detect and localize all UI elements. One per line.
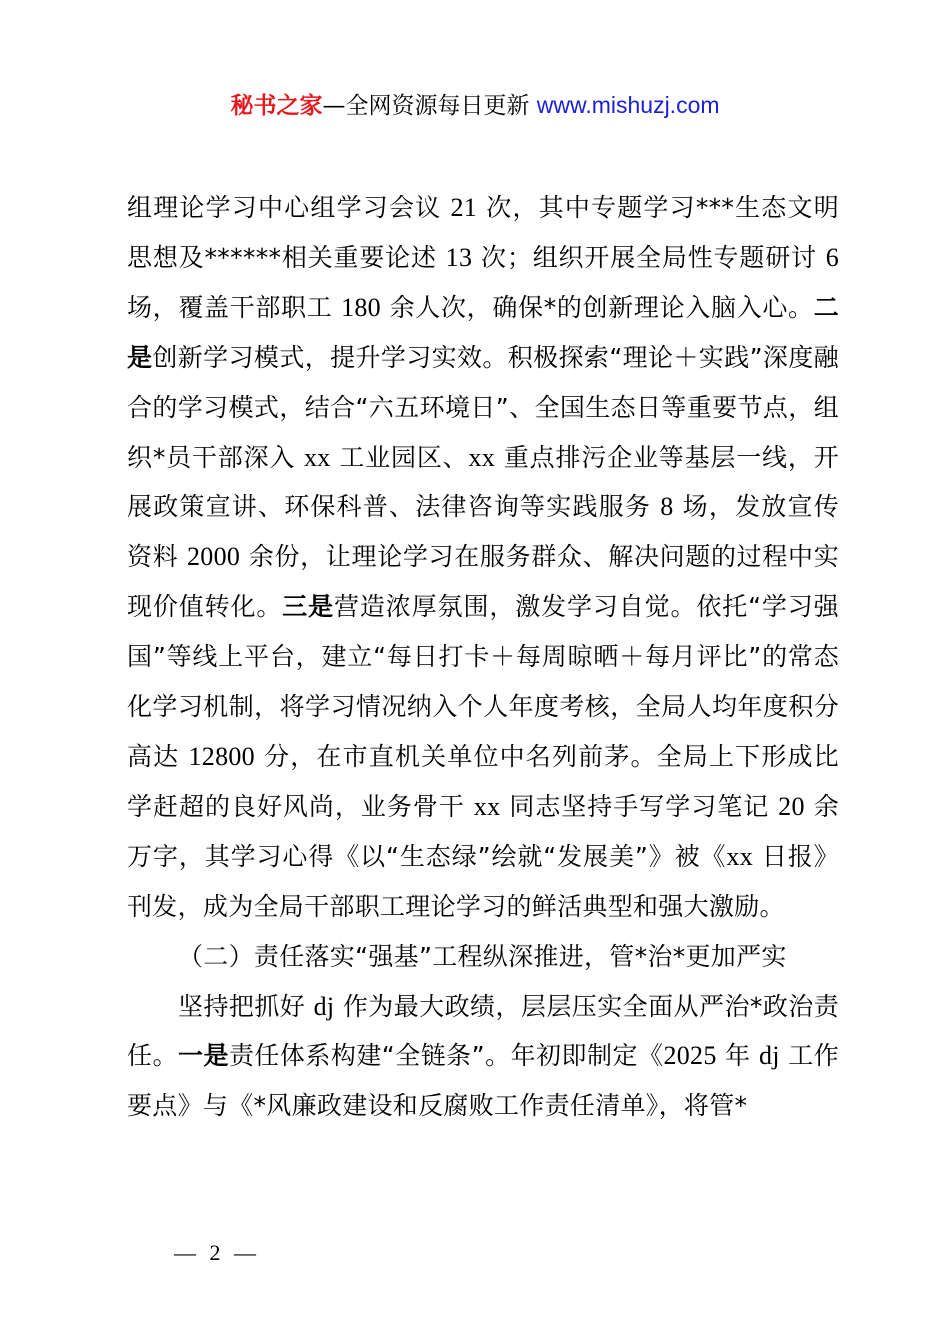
bold-marker-third: 三是 xyxy=(282,592,335,622)
bold-marker-first: 一是 xyxy=(177,1041,229,1071)
page-number: — 2 — xyxy=(174,1240,260,1265)
bold-marker-second: 二是 xyxy=(127,292,839,372)
document-body xyxy=(127,183,839,1131)
site-url: www.mishuzj.com xyxy=(536,92,720,118)
paragraph-responsibility: 坚持把抓好 dj 作为最大政绩，层层压实全面从严治*政治责任。一是责任体系构建“全链条”。年初即制定《2025 年 dj 工作要点》与《*风廉政建设和反腐败工作责任清单》，将管* xyxy=(127,991,840,1121)
section-heading-2: （二）责任落实“强基”工程纵深推进，管*治*更加严实 xyxy=(178,941,787,971)
brand-name: 秘书之家 xyxy=(230,93,323,119)
site-watermark-header xyxy=(0,88,950,123)
paragraph-study-achievements: 组理论学习中心组学习会议 21 次，其中专题学习***生态文明思想及******相关重要论述 13 次；组织开展全局性专题研讨 6 场，覆盖干部职工 180 余人次，确保*的创新理论入脑入心。二是创新学习模式，提升学习实效。积极探索“理论＋实践”深度融合的学习模式，结合“六五环境日”、全国生态日等重要节点，组织*员干部深入 xx 工业园区、xx 重点排污企业等基层一线，开展政策宣讲、环保科普、法律咨询等实践服务 8 场，发放宣传资料 2000 余份，让理论学习在服务群众、解决问题的过程中实现价值转化。三是营造浓厚氛围，激发学习自觉。依托“学习强国”等线上平台，建立“每日打卡＋每周晾晒＋每月评比”的常态化学习机制，将学习情况纳入个人年度考核，全局人均年度积分高达 12800 分，在市直机关单位中名列前茅。全局上下形成比学赶超的良好风尚，业务骨干 xx 同志坚持手写学习笔记 20 余万字，其学习心得《以“生态绿”绘就“发展美”》被《xx 日报》刊发，成为全局干部职工理论学习的鲜活典型和强大激励。 xyxy=(127,193,840,921)
tagline: —全网资源每日更新 xyxy=(322,93,537,119)
